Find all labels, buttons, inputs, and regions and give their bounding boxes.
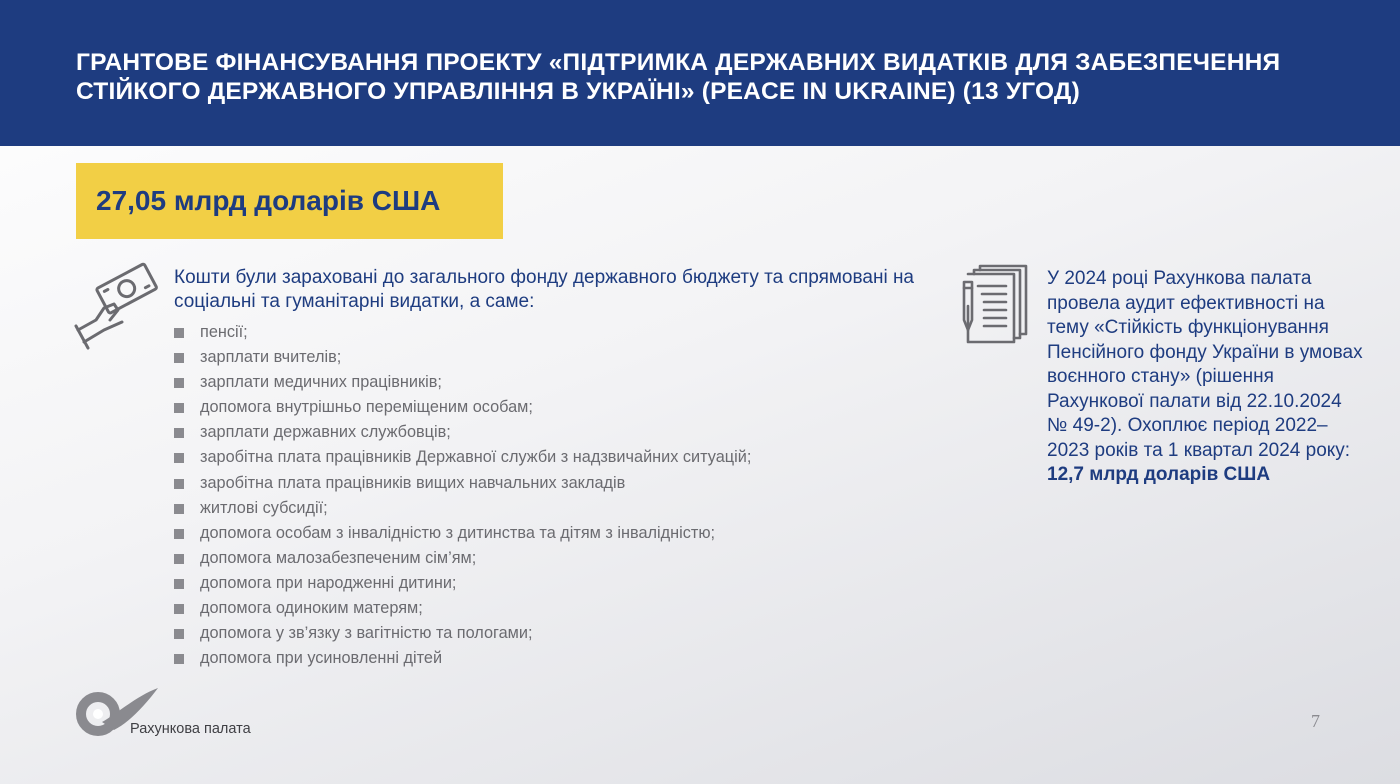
list-item: зарплати державних службовців; (174, 420, 914, 445)
list-item: допомога при усиновленні дітей (174, 646, 914, 671)
list-item: допомога малозабезпеченим сім’ям; (174, 546, 914, 571)
list-item: допомога у зв’язку з вагітністю та пологами; (174, 621, 914, 646)
bullet-square-icon (174, 654, 184, 664)
funding-directions (174, 266, 914, 671)
bullet-square-icon (174, 629, 184, 639)
total-amount: 27,05 млрд доларів США (96, 185, 441, 216)
header-banner (0, 0, 1400, 146)
bullet-square-icon (174, 529, 184, 539)
audit-description: У 2024 році Рахункова палата провела аудит ефективності на тему «Стійкість функціонування Пенсійного фонду України в умовах воєнного стану» (рішення Рахункової палати від 22.10.2024 № 49-2). Охоплює період 2022–2023 років та 1 квартал 2024 року: (1047, 268, 1363, 461)
audit-amount: 12,7 млрд доларів США (1047, 464, 1271, 485)
list-item: заробітна плата працівників Державної служби з надзвичайних ситуацій; (174, 445, 914, 470)
bullet-square-icon (174, 579, 184, 589)
bullet-square-icon (174, 353, 184, 363)
bullet-square-icon (174, 403, 184, 413)
expense-list (174, 320, 914, 671)
total-amount-box (76, 163, 503, 239)
list-item: зарплати вчителів; (174, 345, 914, 370)
funding-intro: Кошти були зараховані до загального фонду державного бюджету та спрямовані на соціальні та гуманітарні видатки, а саме: (174, 267, 914, 312)
list-item: заробітна плата працівників вищих навчальних закладів (174, 471, 914, 496)
bullet-square-icon (174, 479, 184, 489)
bullet-square-icon (174, 328, 184, 338)
documents-icon (958, 262, 1030, 344)
bullet-square-icon (174, 453, 184, 463)
page-number: 7 (1311, 711, 1320, 731)
list-item: допомога внутрішньо переміщеним особам; (174, 395, 914, 420)
list-item: зарплати медичних працівників; (174, 370, 914, 395)
list-item: пенсії; (174, 320, 914, 345)
bullet-square-icon (174, 504, 184, 514)
list-item: допомога особам з інвалідністю з дитинства та дітям з інвалідністю; (174, 521, 914, 546)
audit-info (1047, 267, 1367, 488)
bullet-square-icon (174, 554, 184, 564)
logo-text: Рахункова палата (130, 721, 251, 737)
bullet-square-icon (174, 378, 184, 388)
list-item: житлові субсидії; (174, 496, 914, 521)
list-item: допомога одиноким матерям; (174, 596, 914, 621)
hand-money-icon (74, 262, 160, 352)
list-item: допомога при народженні дитини; (174, 571, 914, 596)
bullet-square-icon (174, 604, 184, 614)
page-title: ГРАНТОВЕ ФІНАНСУВАННЯ ПРОЕКТУ «ПІДТРИМКА ДЕРЖАВНИХ ВИДАТКІВ ДЛЯ ЗАБЕЗПЕЧЕННЯ СТІЙКОГО ДЕРЖАВНОГО УПРАВЛІННЯ В УКРАЇНІ» (PEACE IN UKRAINE) (13 УГОД) (76, 49, 1281, 105)
bullet-square-icon (174, 428, 184, 438)
